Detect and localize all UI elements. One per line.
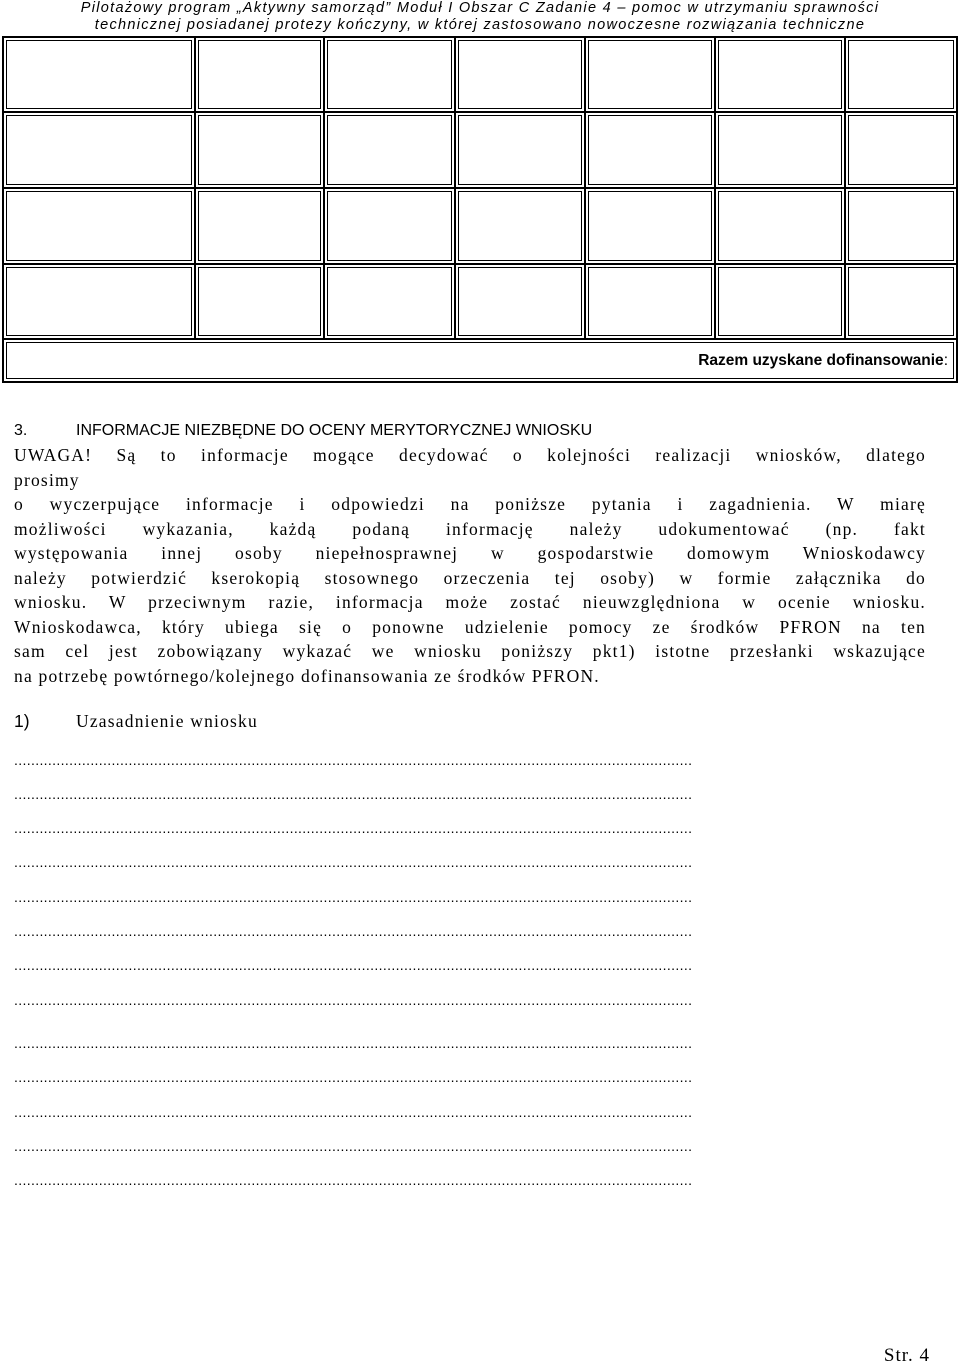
answer-dotted-line[interactable]: ................................................................................................................................................................ xyxy=(14,1104,693,1120)
answer-dotted-line[interactable]: ................................................................................................................................................................ xyxy=(14,752,693,768)
table-cell[interactable] xyxy=(3,112,195,188)
table-cell[interactable] xyxy=(3,264,195,339)
table-cell[interactable] xyxy=(324,188,455,264)
header-line-1: Pilotażowy program „Aktywny samorząd” Moduł I Obszar C Zadanie 4 – pomoc w utrzymaniu sprawności xyxy=(80,0,880,16)
notice-line: o wyczerpujące informacje i odpowiedzi na poniższe pytania i zagadnienia. W miarę xyxy=(14,494,926,514)
table-cell[interactable] xyxy=(195,37,325,112)
total-label: Razem uzyskane dofinansowanie xyxy=(698,351,944,369)
notice-line: wniosku. W przeciwnym razie, informacja może zostać nieuwzględniona w ocenie wniosku. xyxy=(14,592,926,612)
answer-dotted-line[interactable]: ................................................................................................................................................................ xyxy=(14,992,693,1008)
table-row xyxy=(3,188,957,264)
notice-line: Wnioskodawca, który ubiega się o ponowne udzielenie pomocy ze środków PFRON na ten xyxy=(14,616,926,637)
subsection-number: 1) xyxy=(14,711,30,731)
section-3-title xyxy=(14,422,592,440)
table-cell[interactable] xyxy=(195,188,325,264)
notice-line: UWAGA! Są to informacje mogące decydować o kolejności realizacji wniosków, dlatego xyxy=(14,445,926,465)
table-cell[interactable] xyxy=(455,112,585,188)
answer-dotted-line[interactable]: ................................................................................................................................................................ xyxy=(14,889,693,905)
answer-dotted-line[interactable]: ................................................................................................................................................................ xyxy=(14,1035,693,1051)
page-number: Str. 4 xyxy=(883,1345,930,1366)
table-cell[interactable] xyxy=(845,37,957,112)
notice-line: sam cel jest zobowiązany wykazać we wniosku poniższy pkt1) istotne przesłanki wskazujące xyxy=(14,641,926,661)
table-cell[interactable] xyxy=(195,112,325,188)
notice-line: występowania innej osoby niepełnosprawnej w gospodarstwie domowym Wnioskodawcy xyxy=(14,543,926,563)
table-cell[interactable] xyxy=(3,188,195,264)
table-row xyxy=(3,37,957,112)
table-cell[interactable] xyxy=(845,188,957,264)
table-row xyxy=(3,264,957,339)
funding-table xyxy=(2,36,958,383)
total-cell xyxy=(3,339,957,382)
answer-dotted-line[interactable]: ................................................................................................................................................................ xyxy=(14,786,693,802)
table-cell[interactable] xyxy=(455,37,585,112)
table-cell[interactable] xyxy=(715,37,845,112)
table-cell[interactable] xyxy=(585,264,716,339)
table-cell[interactable] xyxy=(715,188,845,264)
subsection-1-title xyxy=(14,711,258,732)
table-cell[interactable] xyxy=(324,37,455,112)
answer-dotted-line[interactable]: ................................................................................................................................................................ xyxy=(14,854,693,870)
notice-line: na potrzebę powtórnego/kolejnego dofinansowania ze środków PFRON. xyxy=(14,665,600,686)
table-cell[interactable] xyxy=(3,37,195,112)
table-cell[interactable] xyxy=(455,188,585,264)
table-cell[interactable] xyxy=(585,188,716,264)
answer-dotted-line[interactable]: ................................................................................................................................................................ xyxy=(14,1069,693,1085)
notice-line: prosimy xyxy=(14,469,80,490)
table-cell[interactable] xyxy=(195,264,325,339)
answer-dotted-line[interactable]: ................................................................................................................................................................ xyxy=(14,957,693,973)
table-row xyxy=(3,112,957,188)
table-cell[interactable] xyxy=(585,37,716,112)
table-cell[interactable] xyxy=(585,112,716,188)
total-colon: : xyxy=(943,351,948,369)
answer-dotted-line[interactable]: ................................................................................................................................................................ xyxy=(14,820,693,836)
total-row xyxy=(3,339,957,382)
section-3-notice xyxy=(14,443,934,688)
section-number: 3. xyxy=(14,422,28,439)
answer-dotted-line[interactable]: ................................................................................................................................................................ xyxy=(14,1172,693,1188)
subsection-heading: Uzasadnienie wniosku xyxy=(76,711,258,731)
table-cell[interactable] xyxy=(845,112,957,188)
answer-dotted-line[interactable]: ................................................................................................................................................................ xyxy=(14,923,693,939)
table-cell[interactable] xyxy=(324,112,455,188)
answer-dotted-line[interactable]: ................................................................................................................................................................ xyxy=(14,1138,693,1154)
table-cell[interactable] xyxy=(715,112,845,188)
header-line-2: technicznej posiadanej protezy kończyny, w której zastosowano nowoczesne rozwiązania techniczne xyxy=(94,17,866,33)
table-cell[interactable] xyxy=(845,264,957,339)
table-cell[interactable] xyxy=(715,264,845,339)
table-cell[interactable] xyxy=(455,264,585,339)
section-heading: INFORMACJE NIEZBĘDNE DO OCENY MERYTORYCZNEJ WNIOSKU xyxy=(76,422,593,439)
notice-line: należy potwierdzić kserokopią stosownego orzeczenia tej osoby) w formie załącznika do xyxy=(14,567,926,588)
notice-line: możliwości wykazania, każdą podaną informację należy udokumentować (np. fakt xyxy=(14,518,926,539)
table-cell[interactable] xyxy=(324,264,455,339)
